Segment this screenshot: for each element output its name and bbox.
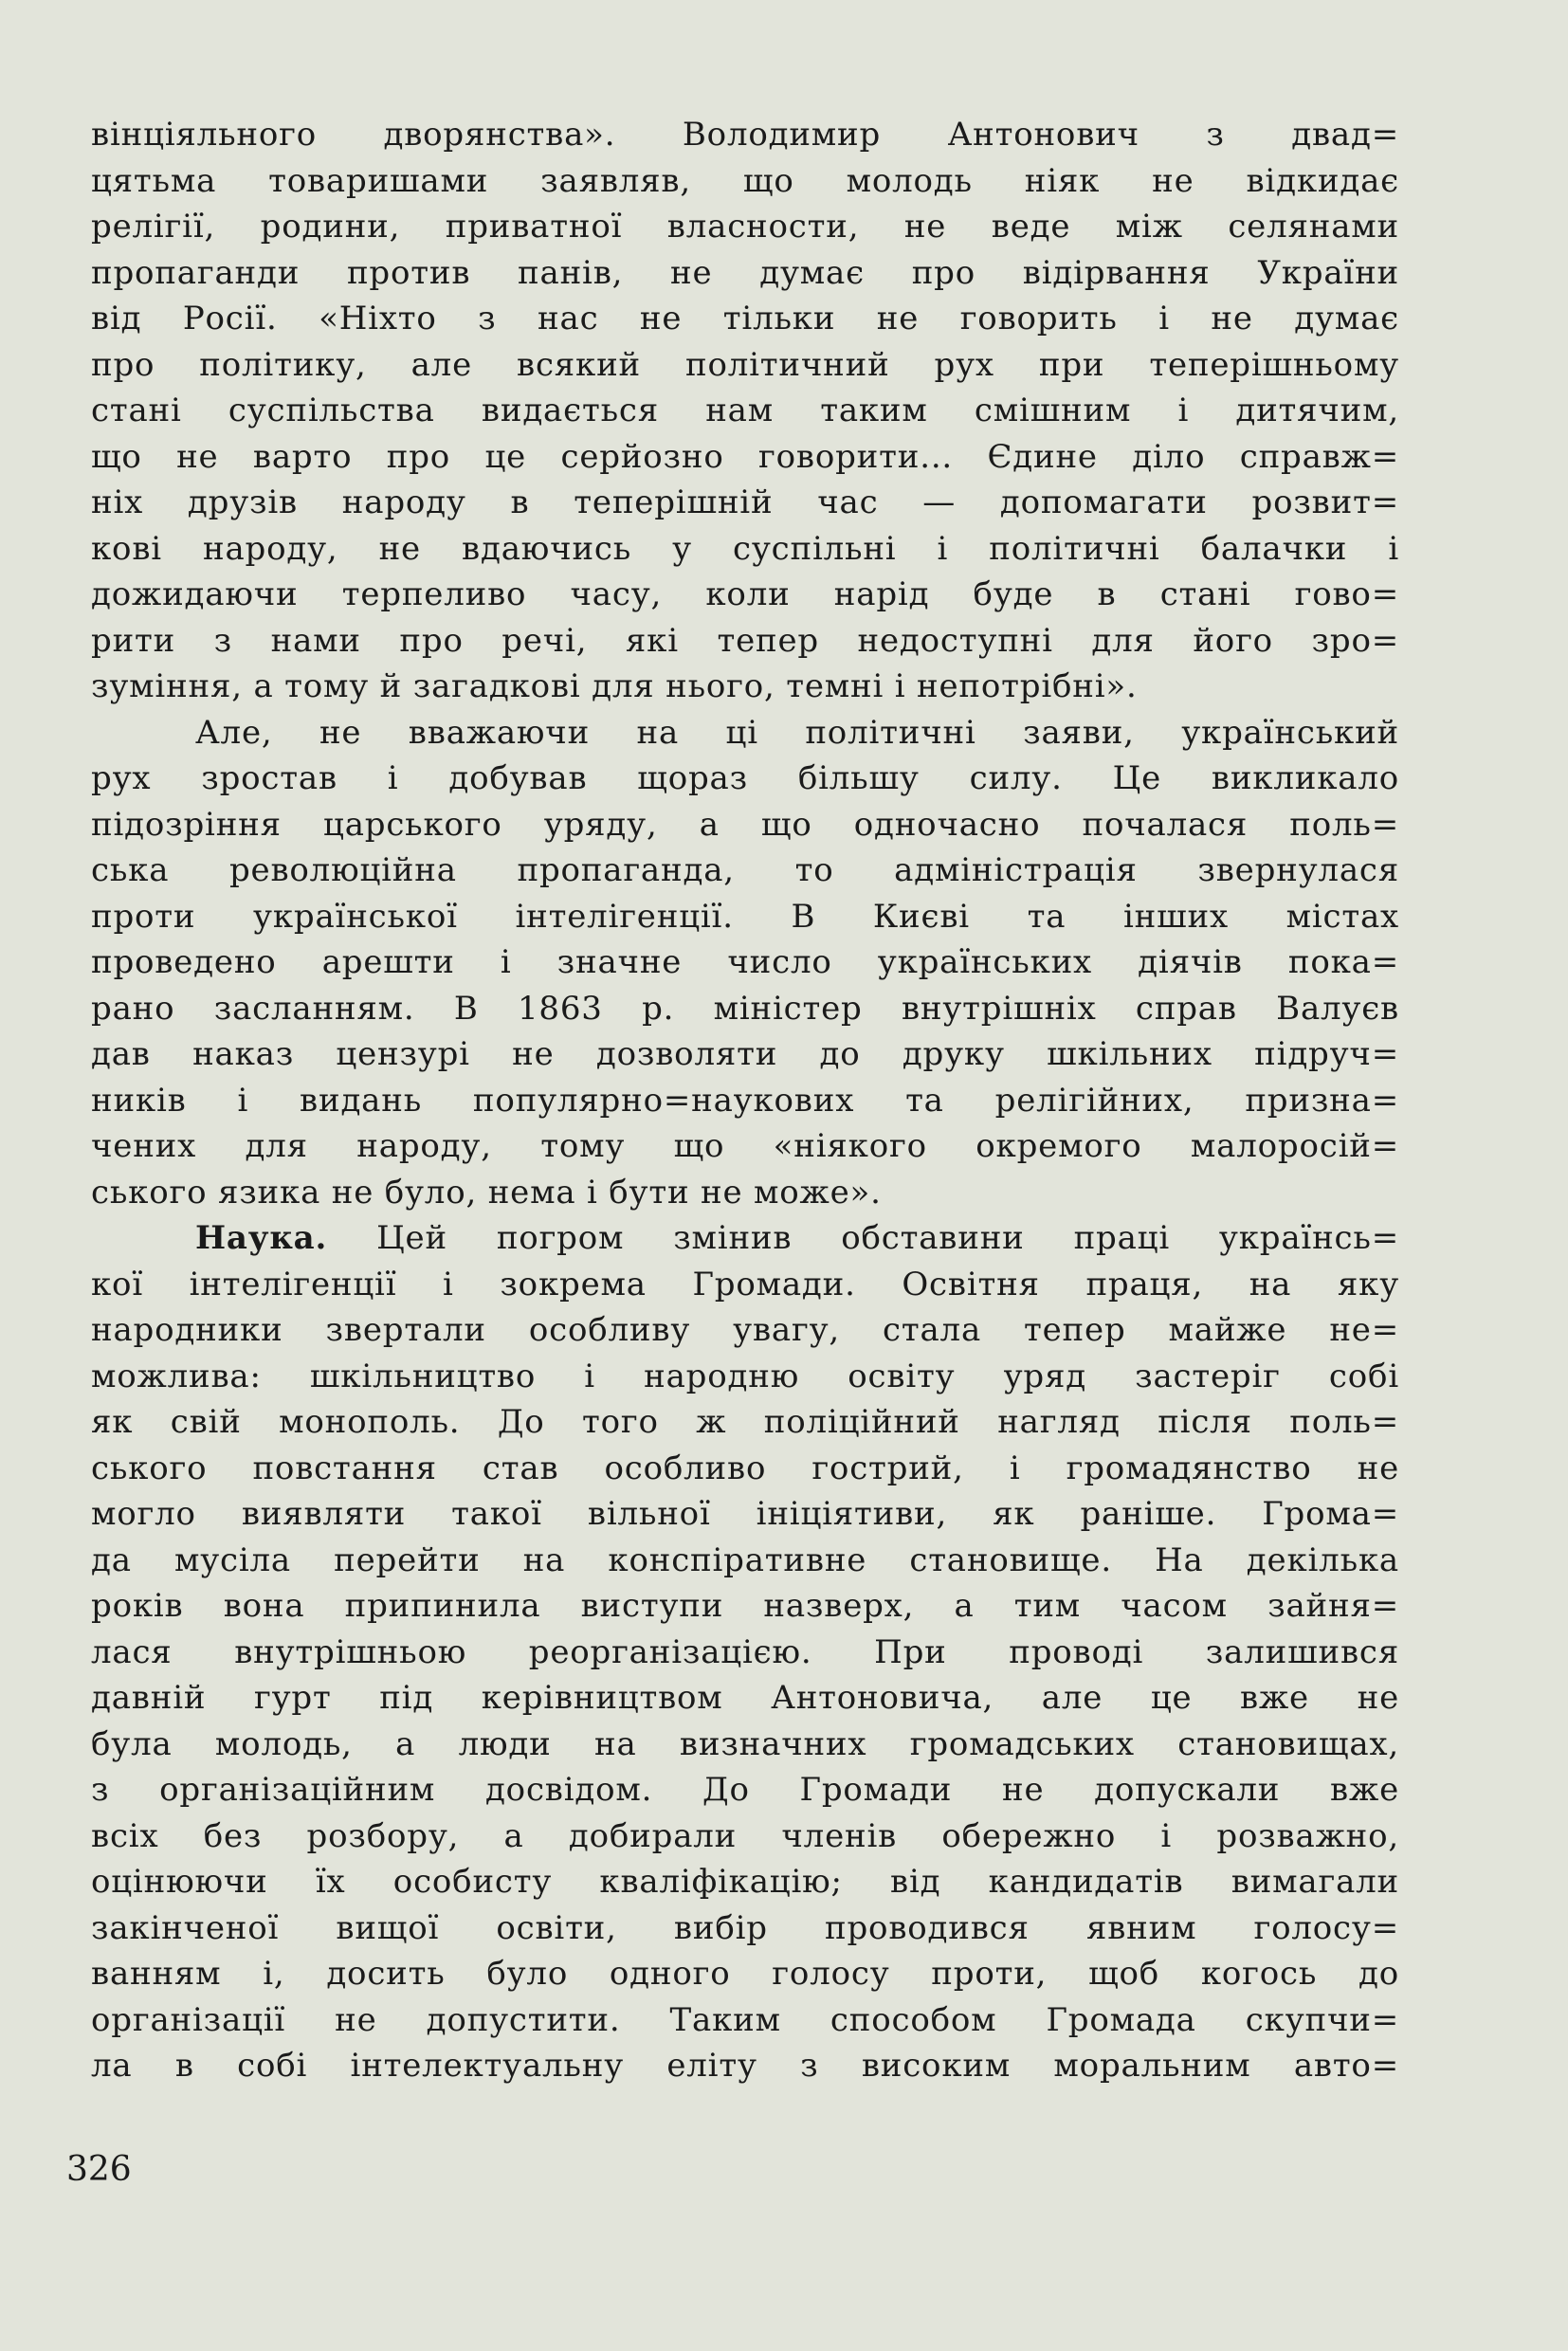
text-line: ніх друзів народу в теперішній час — допомагати розвит= — [91, 483, 1399, 521]
text-line: дожидаючи терпеливо часу, коли нарід буде в стані гово= — [91, 575, 1399, 613]
text-line: кої інтелігенції і зокрема Громади. Освітня праця, на яку — [91, 1265, 1399, 1303]
paragraph-3 — [91, 1215, 1399, 2089]
text-line-rest: Цей погром змінив обставини праці українсь= — [327, 1219, 1399, 1257]
paragraph-1 — [91, 112, 1399, 710]
text-line: можлива: шкільництво і народню освіту уряд застеріг собі — [91, 1357, 1399, 1395]
text-line: проведено арешти і значне число українських діячів пока= — [91, 943, 1399, 981]
text-line: цятьма товаришами заявляв, що молодь ніяк не відкидає — [91, 161, 1399, 200]
text-line: стані суспільства видається нам таким смішним і дитячим, — [91, 392, 1399, 429]
text-line: років вона припинила виступи назверх, а тим часом зайня= — [91, 1587, 1399, 1625]
text-line: ського язика не було, нема і бути не може». — [91, 1173, 882, 1212]
text-line: народники звертали особливу увагу, стала тепер майже не= — [91, 1311, 1399, 1349]
text-line: оцінюючи їх особисту кваліфікацію; від кандидатів вимагали — [91, 1863, 1399, 1901]
text-line: ська революційна пропаганда, то адміністрація звернулася — [91, 851, 1399, 889]
text-line: що не варто про це серйозно говорити... Єдине діло справж= — [91, 437, 1399, 476]
text-line: лася внутрішньою реорганізацією. При проводі залишився — [91, 1632, 1399, 1671]
text-line: рити з нами про речі, які тепер недоступні для його зро= — [91, 621, 1399, 660]
text-line: ванням і, досить було одного голосу проти, щоб когось до — [91, 1955, 1399, 1993]
text-line: підозріння царського уряду, а що одночасно почалася поль= — [91, 805, 1399, 844]
text-line: організації не допустити. Таким способом Громада скупчи= — [91, 2000, 1399, 2039]
text-line: зуміння, а тому й загадкові для нього, темні і непотрібні». — [91, 667, 1138, 705]
text-line: релігії, родини, приватної власности, не веде між селянами — [91, 208, 1399, 246]
text-line: всіх без розбору, а добирали членів обережно і розважно, — [91, 1816, 1399, 1855]
paragraph-2 — [91, 710, 1399, 1216]
text-line: да мусіла перейти на конспіративне становище. На декілька — [91, 1540, 1399, 1579]
text-line — [91, 1215, 1399, 1262]
text-line: кові народу, не вдаючись у суспільні і політичні балачки і — [91, 529, 1399, 568]
text-line: з організаційним досвідом. До Громади не допускали вже — [91, 1771, 1399, 1809]
text-line: про політику, але всякий політичний рух при теперішньому — [91, 345, 1399, 384]
text-line: ників і видань популярно=наукових та релігійних, призна= — [91, 1081, 1399, 1120]
text-line: як свій монополь. До того ж поліційний нагляд після поль= — [91, 1403, 1399, 1441]
text-line: Але, не вважаючи на ці політичні заяви, український — [195, 713, 1399, 752]
section-heading: Наука. — [195, 1219, 328, 1257]
text-line: могло виявляти такої вільної ініціятиви, як раніше. Грома= — [91, 1495, 1399, 1533]
text-line: давній гурт під керівництвом Антоновича, але це вже не — [91, 1679, 1399, 1717]
text-line: закінченої вищої освіти, вибір проводився явним голосу= — [91, 1908, 1399, 1947]
body-text — [91, 112, 1399, 2089]
text-line: чених для народу, тому що «ніякого окремого малоросій= — [91, 1127, 1399, 1165]
text-line: вінціяльного дворянства». Володимир Антонович з двад= — [91, 116, 1399, 154]
text-line: ла в собі інтелектуальну еліту з високим моральним авто= — [91, 2047, 1399, 2085]
text-line: ського повстання став особливо гострий, і громадянство не — [91, 1449, 1399, 1487]
page-number: 326 — [66, 2150, 132, 2189]
text-line: проти української інтелігенції. В Києві та інших містах — [91, 897, 1399, 936]
text-line: була молодь, а люди на визначних громадських становищах, — [91, 1724, 1399, 1763]
text-line: пропаганди против панів, не думає про відірвання України — [91, 253, 1399, 292]
text-line: дав наказ цензурі не дозволяти до друку шкільних підруч= — [91, 1035, 1399, 1073]
text-line: рано засланням. В 1863 р. міністер внутрішніх справ Валуєв — [91, 989, 1399, 1028]
text-line: рух зростав і добував щораз більшу силу. Це викликало — [91, 759, 1399, 797]
text-line: від Росії. «Ніхто з нас не тільки не говорить і не думає — [91, 300, 1399, 337]
